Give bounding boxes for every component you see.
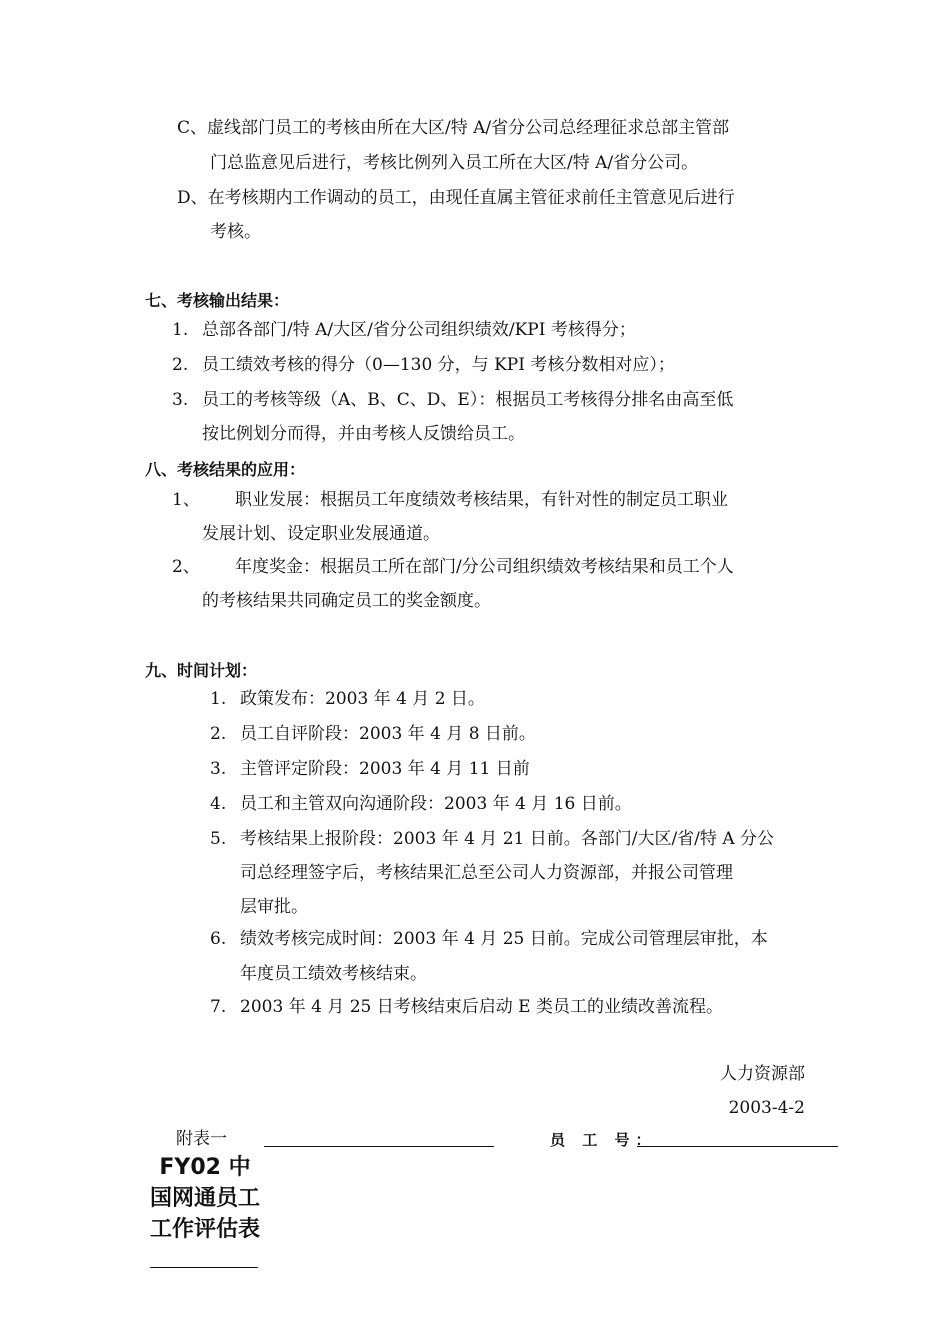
employee-no-label: 员 工 号： (550, 1131, 657, 1149)
section7-item-text: 员工绩效考核的得分（0—130 分，与 KPI 考核分数相对应）； (202, 355, 675, 375)
section8-item-text-cont: 发展计划、设定职业发展通道。 (202, 524, 440, 544)
signature-date: 2003-4-2 (728, 1098, 805, 1118)
form-title-underline (150, 1267, 258, 1268)
section9-item-text: 2003 年 4 月 25 日考核结束后启动 E 类员工的业绩改善流程。 (240, 997, 723, 1017)
section9-item-num: 2. (210, 724, 227, 744)
appendix-label: 附表一 (176, 1129, 227, 1149)
section7-item-text-cont: 按比例划分而得，并由考核人反馈给员工。 (202, 424, 525, 444)
section8-item-text-cont: 的考核结果共同确定员工的奖金额度。 (202, 591, 491, 611)
appendix-blank-line (264, 1146, 494, 1147)
section7-item-text: 总部各部门/特 A/大区/省分公司组织绩效/KPI 考核得分； (202, 320, 636, 340)
item-c-line2: 门总监意见后进行，考核比例列入员工所在大区/特 A/省分公司。 (210, 153, 699, 173)
section7-item-num: 3. (172, 390, 189, 410)
section7-item-num: 1. (172, 320, 189, 340)
section8-item-num: 1、 (172, 490, 200, 510)
section9-item-text: 绩效考核完成时间：2003 年 4 月 25 日前。完成公司管理层审批，本 (240, 929, 768, 949)
section9-item-text: 政策发布：2003 年 4 月 2 日。 (240, 689, 485, 709)
section7-item-num: 2. (172, 355, 189, 375)
employee-no-field[interactable] (637, 1146, 838, 1147)
form-title: FY02 中国网通员工工作评估表 (150, 1155, 261, 1242)
item-d-line2: 考核。 (210, 222, 261, 242)
section8-item-num: 2、 (172, 557, 200, 577)
section9-item-text-cont: 年度员工绩效考核结束。 (240, 964, 427, 984)
section9-item-num: 1. (210, 689, 227, 709)
section9-item-num: 6. (210, 929, 227, 949)
section9-item-text: 员工自评阶段：2003 年 4 月 8 日前。 (240, 724, 536, 744)
section9-item-text-cont: 司总经理签字后，考核结果汇总至公司人力资源部，并报公司管理 (240, 863, 733, 883)
section9-item-num: 3. (210, 759, 227, 779)
section8-item-text: 职业发展：根据员工年度绩效考核结果，有针对性的制定员工职业 (235, 490, 728, 510)
section9-item-num: 5. (210, 829, 227, 849)
section9-item-text: 考核结果上报阶段：2003 年 4 月 21 日前。各部门/大区/省/特 A 分公 (240, 829, 774, 849)
section9-item-text-cont: 层审批。 (240, 897, 308, 917)
section8-item-text: 年度奖金：根据员工所在部门/分公司组织绩效考核结果和员工个人 (235, 557, 734, 577)
item-d-line1: D、在考核期内工作调动的员工，由现任直属主管征求前任主管意见后进行 (177, 188, 735, 208)
item-c-line1: C、虚线部门员工的考核由所在大区/特 A/省分公司总经理征求总部主管部 (177, 118, 730, 138)
section7-item-text: 员工的考核等级（A、B、C、D、E）：根据员工考核得分排名由高至低 (202, 390, 734, 410)
section9-heading: 九、时间计划： (145, 661, 258, 680)
section9-item-text: 员工和主管双向沟通阶段：2003 年 4 月 16 日前。 (240, 794, 632, 814)
section9-item-text: 主管评定阶段：2003 年 4 月 11 日前 (240, 759, 530, 779)
section7-heading: 七、考核输出结果： (145, 291, 290, 310)
signature-dept: 人力资源部 (720, 1064, 805, 1084)
section9-item-num: 4. (210, 794, 227, 814)
section8-heading: 八、考核结果的应用： (145, 460, 306, 479)
section9-item-num: 7. (210, 997, 227, 1017)
